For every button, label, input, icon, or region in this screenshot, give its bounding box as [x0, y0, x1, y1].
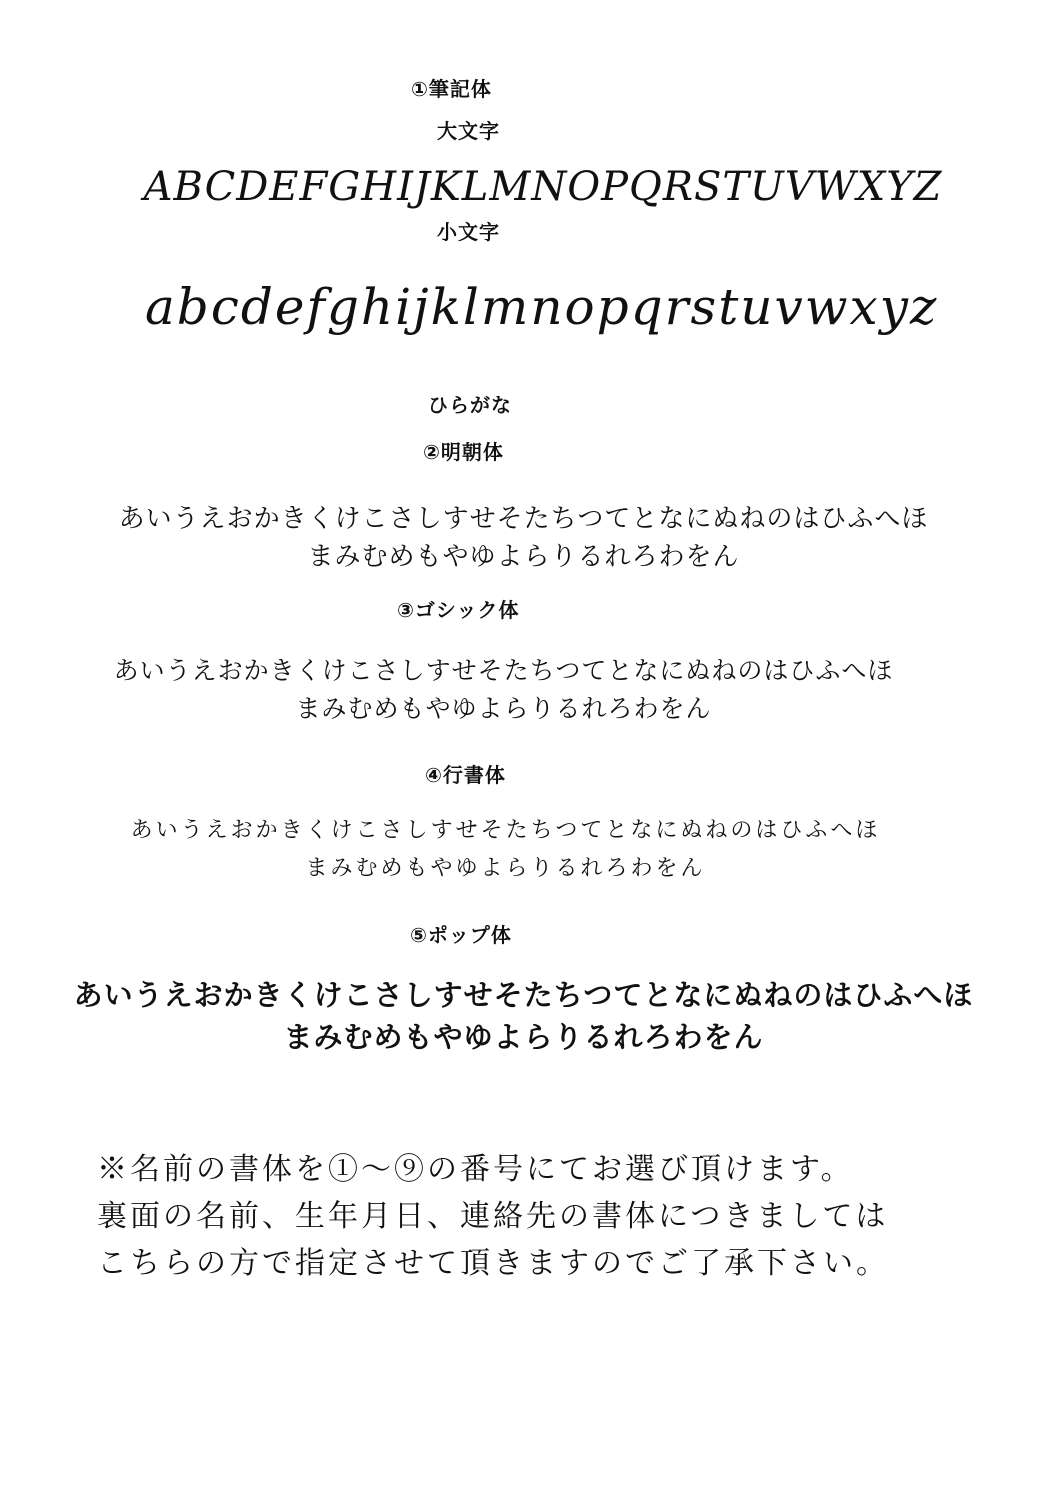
gothic-line-2: まみむめもやゆよらりるれろわをん	[295, 694, 712, 723]
script-font-heading: ①筆記体	[411, 77, 492, 101]
mincho-heading: ②明朝体	[423, 440, 504, 464]
gothic-heading: ③ゴシック体	[397, 598, 520, 622]
notice-line-2: 裏面の名前、生年月日、連絡先の書体につきましては	[97, 1199, 889, 1234]
gothic-line-1: あいうえおかきくけこさしすせそたちつてとなにぬねのはひふへほ	[113, 656, 894, 685]
mincho-sample	[0, 500, 1047, 576]
uppercase-label: 大文字	[437, 119, 500, 143]
hiragana-label: ひらがな	[428, 393, 512, 417]
gothic-sample	[0, 652, 1027, 728]
gyosho-line-1: あいうえおかきくけこさしすせそたちつてとなにぬねのはひふへほ	[130, 818, 881, 843]
pop-heading: ⑤ポップ体	[410, 923, 512, 947]
uppercase-sample: ABCDEFGHIJKLMNOPQRSTUVWXYZ	[143, 164, 943, 210]
notice-line-3: こちらの方で指定させて頂きますのでご了承下さい。	[97, 1246, 889, 1281]
notice-text	[97, 1146, 997, 1287]
gyosho-heading: ④行書体	[425, 763, 506, 787]
lowercase-sample: abcdefghijklmnopqrstuvwxyz	[145, 278, 939, 336]
mincho-line-1: あいうえおかきくけこさしすせそたちつてとなにぬねのはひふへほ	[118, 504, 929, 534]
lowercase-label: 小文字	[437, 220, 500, 244]
notice-line-1: ※名前の書体を①～⑨の番号にてお選び頂けます。	[97, 1152, 854, 1187]
pop-line-2: まみむめもやゆよらりるれろわをん	[283, 1020, 764, 1054]
mincho-line-2: まみむめもやゆよらりるれろわをん	[307, 542, 740, 572]
gyosho-sample	[0, 812, 1029, 888]
pop-line-1: あいうえおかきくけこさしすせそたちつてとなにぬねのはひふへほ	[73, 978, 974, 1012]
gyosho-line-2: まみむめもやゆよらりるれろわをん	[305, 856, 706, 881]
pop-sample	[0, 974, 1047, 1058]
